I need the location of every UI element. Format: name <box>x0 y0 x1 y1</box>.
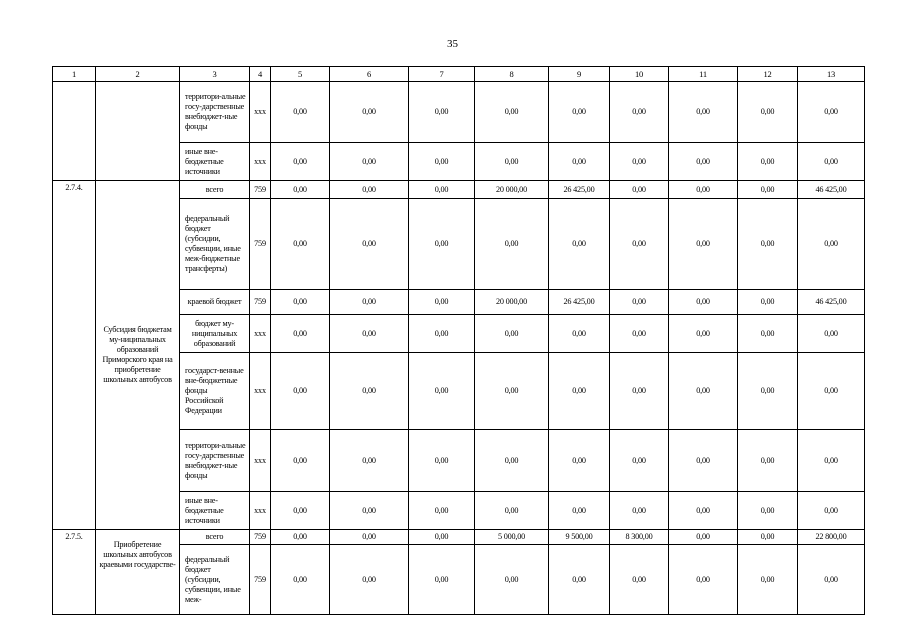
value-cell: 0,00 <box>669 315 738 353</box>
value-cell: 0,00 <box>330 181 409 199</box>
value-cell: 0,00 <box>669 199 738 290</box>
value-cell: 0,00 <box>409 353 475 430</box>
funding-source: территори-альные госу-дарственные внебюджет-ные фонды <box>180 430 250 492</box>
value-cell: 0,00 <box>549 430 610 492</box>
code-cell: 759 <box>250 181 271 199</box>
value-cell: 8 300,00 <box>610 530 669 545</box>
value-cell: 0,00 <box>271 545 330 615</box>
column-header: 13 <box>798 67 865 82</box>
value-cell: 0,00 <box>610 82 669 143</box>
funding-source: территори-альные госу-дарственные внебюджет-ные фонды <box>180 82 250 143</box>
value-cell: 0,00 <box>669 492 738 530</box>
value-cell: 0,00 <box>610 353 669 430</box>
value-cell: 0,00 <box>738 181 798 199</box>
value-cell: 0,00 <box>738 199 798 290</box>
funding-source: иные вне-бюджетные источники <box>180 143 250 181</box>
column-header: 8 <box>475 67 549 82</box>
value-cell: 0,00 <box>669 430 738 492</box>
code-cell: 759 <box>250 290 271 315</box>
table-row <box>53 82 865 143</box>
column-header: 11 <box>669 67 738 82</box>
value-cell: 0,00 <box>549 492 610 530</box>
code-cell: xxx <box>250 315 271 353</box>
value-cell: 0,00 <box>610 143 669 181</box>
value-cell: 0,00 <box>669 181 738 199</box>
value-cell: 0,00 <box>798 143 865 181</box>
funding-source: федеральный бюджет (субсидии, субвенции, иные меж-бюджетные трансферты) <box>180 199 250 290</box>
value-cell: 0,00 <box>330 290 409 315</box>
code-cell: xxx <box>250 353 271 430</box>
value-cell: 0,00 <box>549 82 610 143</box>
value-cell: 0,00 <box>738 143 798 181</box>
value-cell: 0,00 <box>610 492 669 530</box>
section-number: 2.7.4. <box>53 181 96 530</box>
column-header: 9 <box>549 67 610 82</box>
value-cell: 5 000,00 <box>475 530 549 545</box>
column-header: 2 <box>96 67 180 82</box>
value-cell: 0,00 <box>798 82 865 143</box>
value-cell: 0,00 <box>409 545 475 615</box>
value-cell: 0,00 <box>271 199 330 290</box>
code-cell: 759 <box>250 545 271 615</box>
value-cell: 0,00 <box>409 82 475 143</box>
value-cell: 0,00 <box>409 430 475 492</box>
value-cell: 0,00 <box>738 430 798 492</box>
value-cell: 0,00 <box>738 353 798 430</box>
funding-source: всего <box>180 181 250 199</box>
value-cell: 0,00 <box>738 315 798 353</box>
value-cell: 26 425,00 <box>549 290 610 315</box>
value-cell: 0,00 <box>738 530 798 545</box>
funding-source: федеральный бюджет (субсидии, субвенции, иные меж- <box>180 545 250 615</box>
value-cell: 0,00 <box>271 430 330 492</box>
table-row <box>53 181 865 199</box>
section-name-cell <box>96 82 180 181</box>
value-cell: 22 800,00 <box>798 530 865 545</box>
value-cell: 0,00 <box>798 492 865 530</box>
value-cell: 0,00 <box>330 82 409 143</box>
value-cell: 0,00 <box>669 290 738 315</box>
value-cell: 0,00 <box>330 315 409 353</box>
value-cell: 0,00 <box>738 492 798 530</box>
section-name: Субсидия бюджетам му-ниципальных образований Приморского края на приобретение школьных автобусов <box>96 181 180 530</box>
header-row <box>53 67 865 82</box>
value-cell: 0,00 <box>475 315 549 353</box>
value-cell: 0,00 <box>475 430 549 492</box>
value-cell: 0,00 <box>738 82 798 143</box>
code-cell: xxx <box>250 82 271 143</box>
value-cell: 0,00 <box>549 199 610 290</box>
page-number: 35 <box>447 38 458 50</box>
value-cell: 26 425,00 <box>549 181 610 199</box>
column-header: 6 <box>330 67 409 82</box>
value-cell: 0,00 <box>271 530 330 545</box>
value-cell: 0,00 <box>549 143 610 181</box>
value-cell: 0,00 <box>549 545 610 615</box>
value-cell: 0,00 <box>330 492 409 530</box>
section-number-cell <box>53 82 96 181</box>
value-cell: 0,00 <box>330 530 409 545</box>
value-cell: 0,00 <box>475 353 549 430</box>
value-cell: 0,00 <box>409 181 475 199</box>
value-cell: 0,00 <box>669 530 738 545</box>
section-name: Приобретение школьных автобусов краевыми государстве- <box>96 530 180 615</box>
value-cell: 0,00 <box>798 315 865 353</box>
value-cell: 0,00 <box>330 430 409 492</box>
funding-source: краевой бюджет <box>180 290 250 315</box>
value-cell: 0,00 <box>798 199 865 290</box>
value-cell: 0,00 <box>610 315 669 353</box>
value-cell: 0,00 <box>271 353 330 430</box>
value-cell: 0,00 <box>549 315 610 353</box>
value-cell: 0,00 <box>409 530 475 545</box>
value-cell: 0,00 <box>549 353 610 430</box>
value-cell: 0,00 <box>475 492 549 530</box>
funding-source: иные вне-бюджетные источники <box>180 492 250 530</box>
code-cell: 759 <box>250 530 271 545</box>
value-cell: 0,00 <box>409 315 475 353</box>
value-cell: 0,00 <box>669 545 738 615</box>
value-cell: 0,00 <box>330 143 409 181</box>
value-cell: 46 425,00 <box>798 290 865 315</box>
value-cell: 0,00 <box>330 199 409 290</box>
value-cell: 0,00 <box>409 290 475 315</box>
value-cell: 0,00 <box>330 545 409 615</box>
value-cell: 0,00 <box>271 82 330 143</box>
section-number: 2.7.5. <box>53 530 96 615</box>
value-cell: 20 000,00 <box>475 290 549 315</box>
column-header: 12 <box>738 67 798 82</box>
budget-table <box>52 66 865 615</box>
value-cell: 0,00 <box>271 492 330 530</box>
value-cell: 0,00 <box>330 353 409 430</box>
column-header: 3 <box>180 67 250 82</box>
funding-source: всего <box>180 530 250 545</box>
value-cell: 46 425,00 <box>798 181 865 199</box>
value-cell: 0,00 <box>669 353 738 430</box>
code-cell: xxx <box>250 143 271 181</box>
value-cell: 0,00 <box>475 82 549 143</box>
value-cell: 0,00 <box>409 492 475 530</box>
value-cell: 0,00 <box>610 181 669 199</box>
value-cell: 0,00 <box>669 82 738 143</box>
funding-source: государст-венные вне-бюджетные фонды Российской Федерации <box>180 353 250 430</box>
value-cell: 0,00 <box>610 545 669 615</box>
value-cell: 20 000,00 <box>475 181 549 199</box>
column-header: 10 <box>610 67 669 82</box>
value-cell: 0,00 <box>271 290 330 315</box>
column-header: 7 <box>409 67 475 82</box>
code-cell: xxx <box>250 492 271 530</box>
code-cell: 759 <box>250 199 271 290</box>
code-cell: xxx <box>250 430 271 492</box>
value-cell: 0,00 <box>610 290 669 315</box>
funding-source: бюджет му-ниципальных образований <box>180 315 250 353</box>
column-header: 5 <box>271 67 330 82</box>
value-cell: 9 500,00 <box>549 530 610 545</box>
value-cell: 0,00 <box>271 143 330 181</box>
value-cell: 0,00 <box>738 545 798 615</box>
value-cell: 0,00 <box>409 199 475 290</box>
value-cell: 0,00 <box>610 199 669 290</box>
value-cell: 0,00 <box>475 199 549 290</box>
value-cell: 0,00 <box>798 353 865 430</box>
value-cell: 0,00 <box>475 545 549 615</box>
value-cell: 0,00 <box>271 181 330 199</box>
value-cell: 0,00 <box>271 315 330 353</box>
value-cell: 0,00 <box>798 545 865 615</box>
table-row <box>53 530 865 545</box>
column-header: 1 <box>53 67 96 82</box>
value-cell: 0,00 <box>409 143 475 181</box>
value-cell: 0,00 <box>738 290 798 315</box>
value-cell: 0,00 <box>475 143 549 181</box>
value-cell: 0,00 <box>798 430 865 492</box>
column-header: 4 <box>250 67 271 82</box>
value-cell: 0,00 <box>610 430 669 492</box>
value-cell: 0,00 <box>669 143 738 181</box>
